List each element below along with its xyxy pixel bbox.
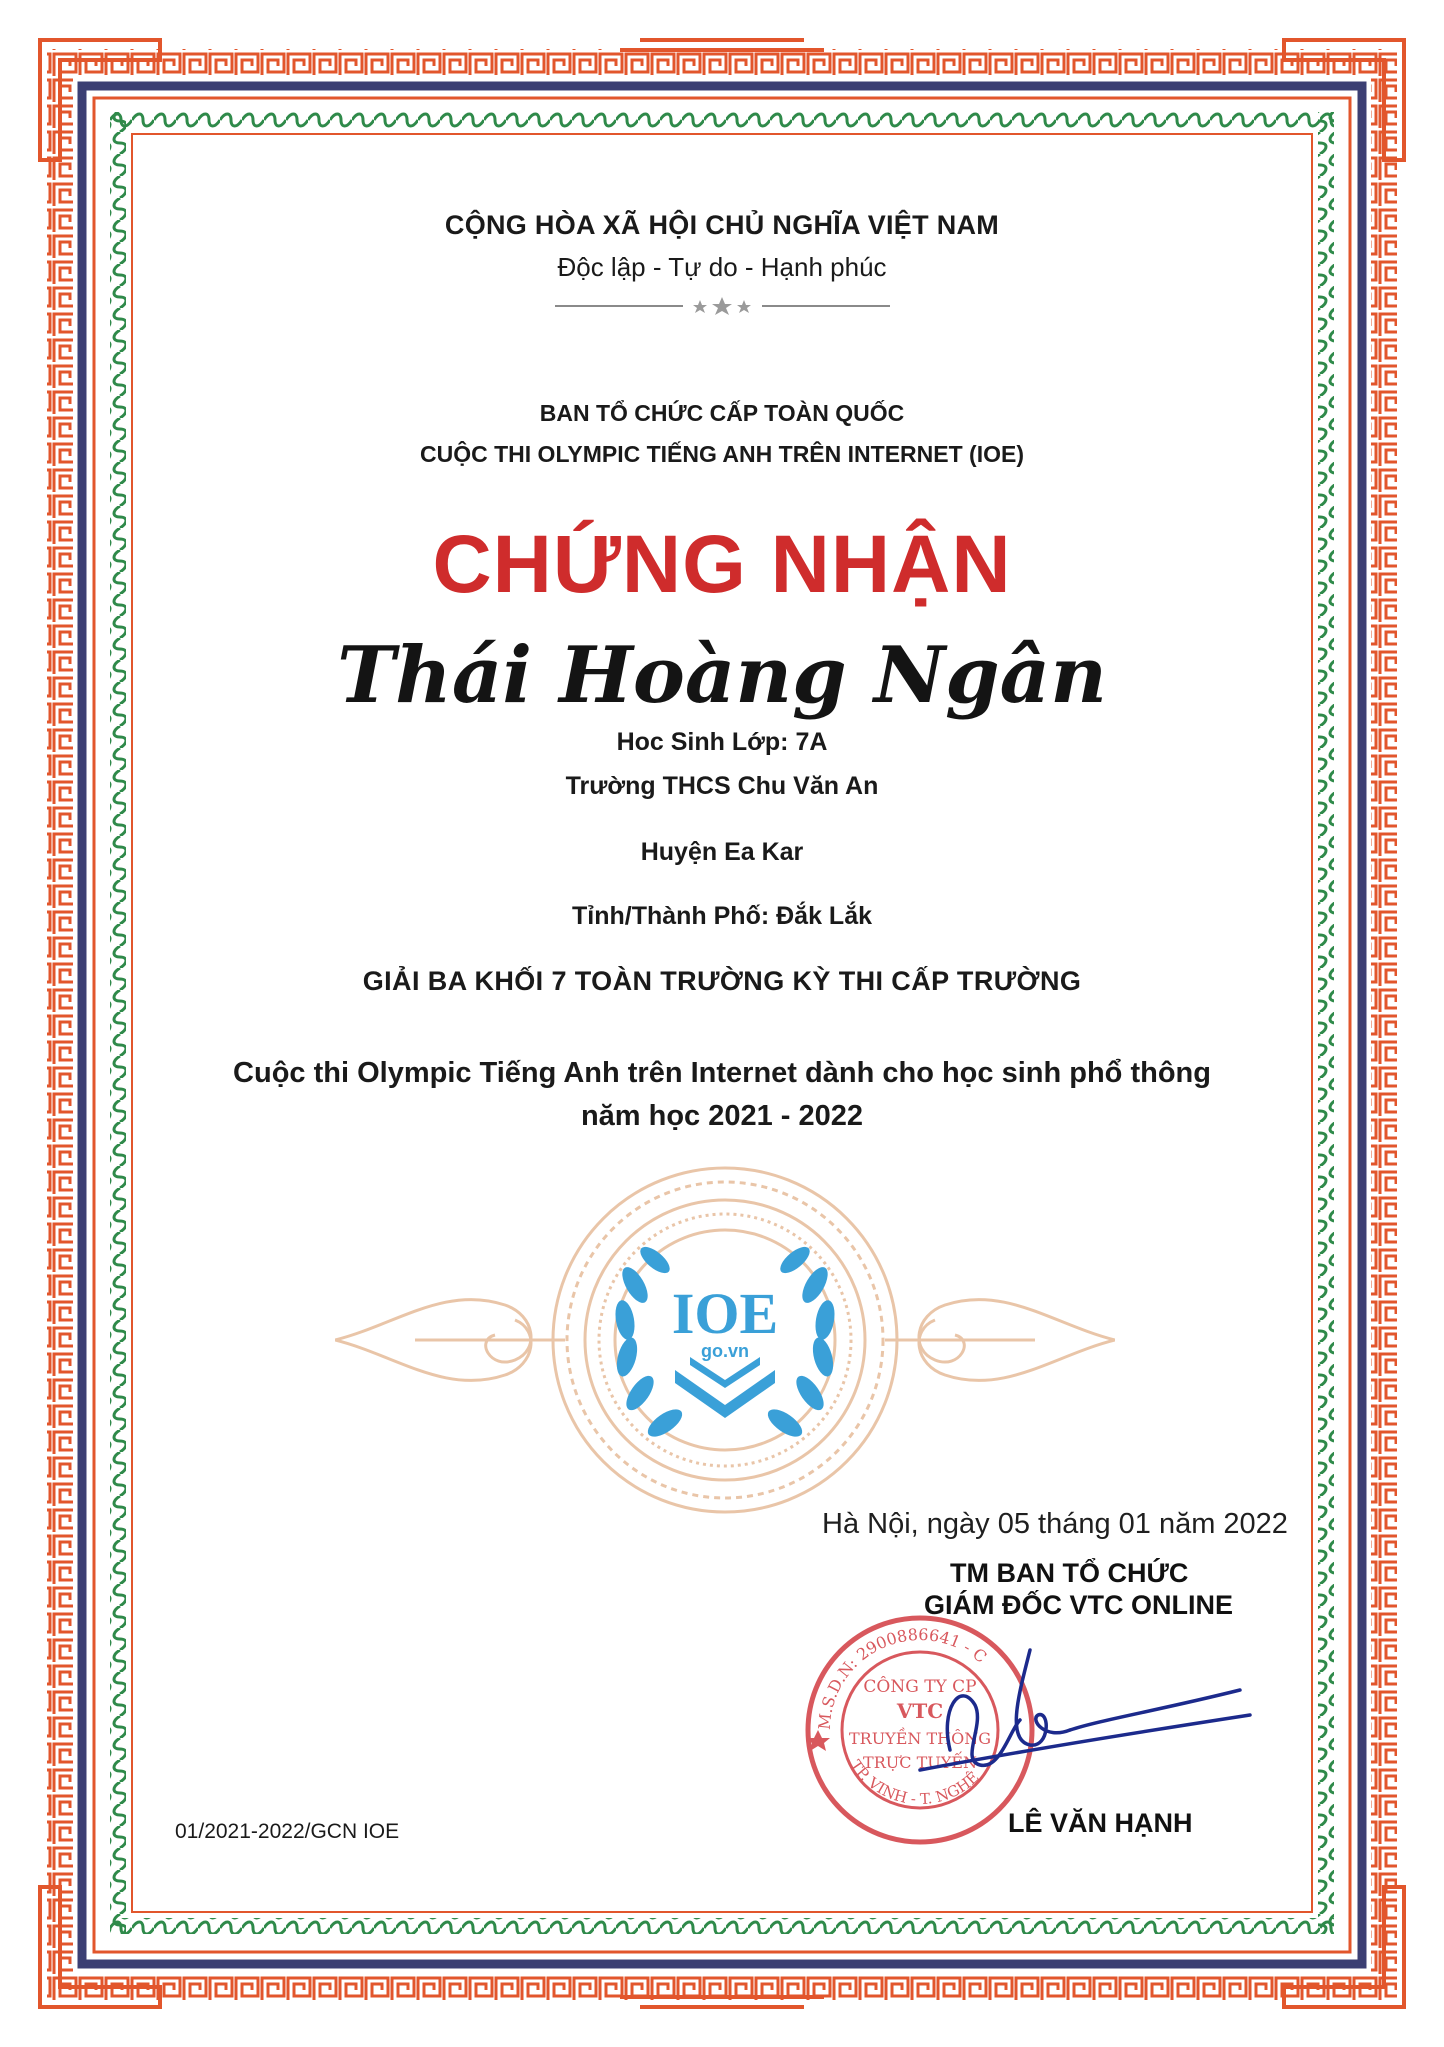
award-line: GIẢI BA KHỐI 7 TOÀN TRƯỜNG KỲ THI CẤP TRƯỜNG: [362, 966, 1082, 996]
stamp-line-2: VTC: [896, 1699, 944, 1723]
stamp-line-3: TRUYỀN THÔNG: [848, 1729, 992, 1748]
ioe-logo-text: IOE: [671, 1281, 779, 1346]
signer-name: LÊ VĂN HẠNH: [1008, 1808, 1193, 1838]
stamp-bottom-text: TP. VINH - T. NGHỆ: [846, 1756, 983, 1809]
district-line: Huyện Ea Kar: [640, 838, 804, 866]
class-line: Hoc Sinh Lớp: 7A: [616, 728, 828, 756]
province-line: Tỉnh/Thành Phố: Đắk Lắk: [571, 902, 872, 930]
signer-role-1: TM BAN TỔ CHỨC: [950, 1558, 1189, 1588]
country-name: CỘNG HÒA XÃ HỘI CHỦ NGHĨA VIỆT NAM: [444, 210, 1000, 240]
stamp-line-1: CÔNG TY CP: [863, 1677, 977, 1697]
ioe-emblem: [335, 1165, 1115, 1515]
certificate-number: 01/2021-2022/GCN IOE: [175, 1820, 400, 1843]
organizer-line-1: BAN TỔ CHỨC CẤP TOÀN QUỐC: [539, 400, 905, 426]
stamp-outer-text: M.S.D.N: 2900886641 - C: [814, 1624, 991, 1731]
organizer-line-2: CUỘC THI OLYMPIC TIẾNG ANH TRÊN INTERNET (IOE): [420, 441, 1024, 467]
certificate-title: CHỨNG NHẬN: [432, 519, 1012, 610]
divider-stars-icon: [555, 292, 890, 320]
stamp-line-4: TRỰC TUYẾN: [863, 1753, 977, 1772]
national-motto: Độc lập - Tự do - Hạnh phúc: [557, 252, 887, 282]
signer-role-2: GIÁM ĐỐC VTC ONLINE: [924, 1590, 1233, 1620]
ioe-logo-subtext: go.vn: [701, 1341, 749, 1361]
issue-date: Hà Nội, ngày 05 tháng 01 năm 2022: [822, 1508, 1288, 1540]
contest-line-1: Cuộc thi Olympic Tiếng Anh trên Internet dành cho học sinh phổ thông: [233, 1057, 1211, 1089]
handwritten-signature: [880, 1620, 1260, 1820]
contest-line-2: năm học 2021 - 2022: [580, 1100, 864, 1132]
recipient-name: Thái Hoàng Ngân: [337, 630, 1107, 721]
school-line: Trường THCS Chu Văn An: [565, 772, 879, 800]
